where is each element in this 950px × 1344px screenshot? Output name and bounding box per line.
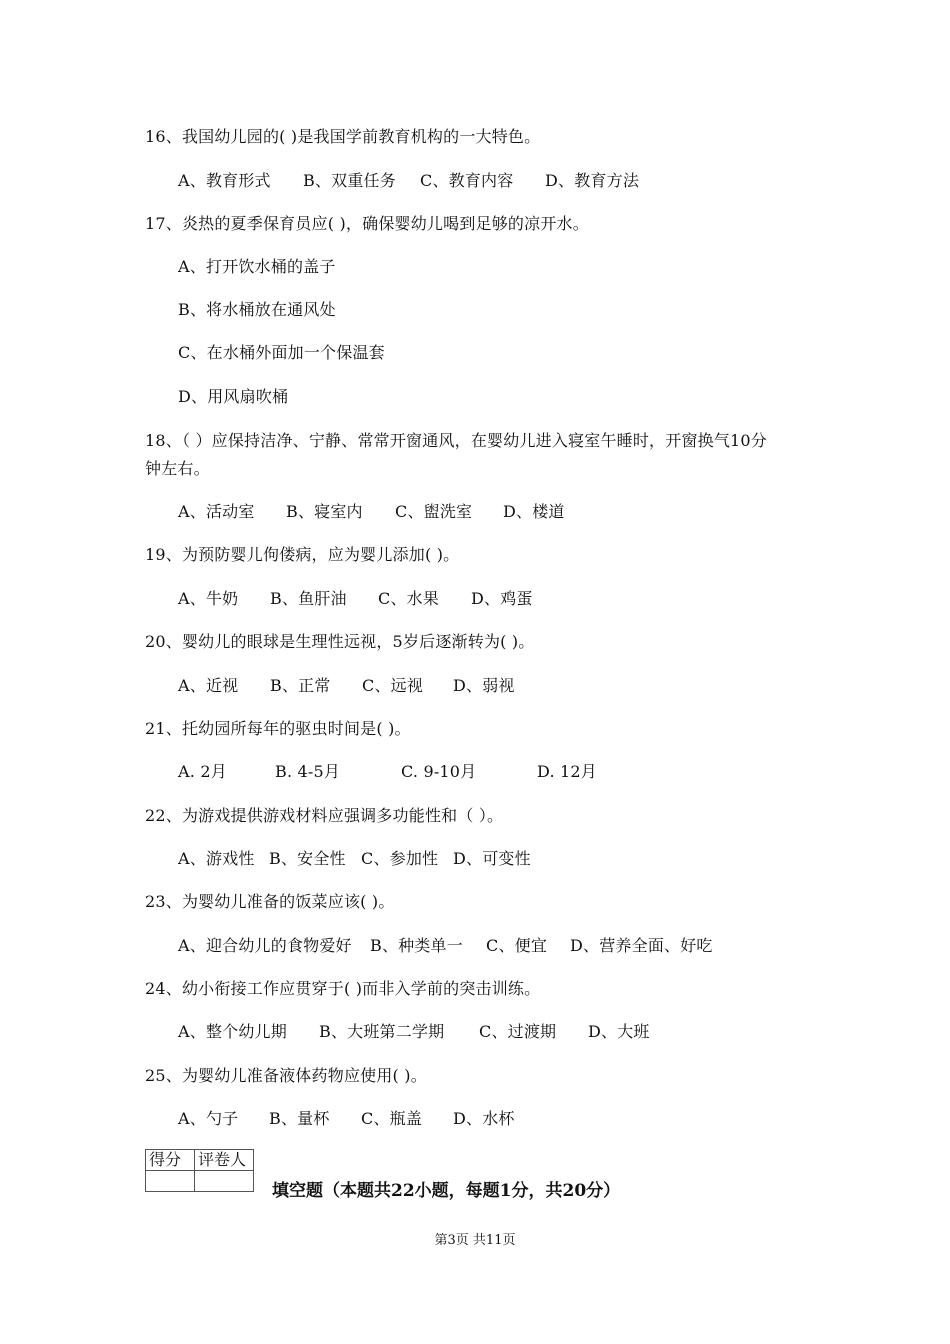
question-22-options [178, 849, 531, 869]
option: A、牛奶 [178, 589, 239, 608]
option: B、鱼肝油 [270, 589, 347, 608]
option: B、量杯 [269, 1109, 330, 1128]
question-25-options [178, 1109, 515, 1129]
option: D、水杯 [453, 1109, 515, 1128]
option: B、种类单一 [370, 936, 463, 955]
option: A、活动室 [178, 502, 255, 521]
option: A. 2月 [178, 762, 227, 781]
section-title: 填空题（本题共22小题，每题1分，共20分） [272, 1181, 621, 1201]
option: A、打开饮水桶的盖子 [178, 257, 336, 276]
option: B、寝室内 [286, 502, 363, 521]
question-21-options [178, 762, 597, 782]
option: C、水果 [378, 589, 440, 608]
option: B、安全性 [269, 849, 346, 868]
option: C、盥洗室 [395, 502, 473, 521]
option: B、将水桶放在通风处 [178, 300, 336, 319]
option: B. 4-5月 [275, 762, 341, 781]
option: C、参加性 [361, 849, 439, 868]
option: D、弱视 [453, 676, 515, 695]
option: A、游戏性 [178, 849, 255, 868]
question-23-stem: 23、为婴幼儿准备的饭菜应该( )。 [145, 892, 395, 911]
option: B、正常 [270, 676, 331, 695]
option: D、营养全面、好吃 [570, 936, 713, 955]
question-18-stem: 18、（ ）应保持洁净、宁静、常常开窗通风，在婴幼儿进入寝室午睡时，开窗换气10分 [145, 431, 768, 450]
score-cell [146, 1171, 195, 1192]
question-19-stem: 19、为预防婴儿佝偻病，应为婴儿添加( )。 [145, 545, 460, 564]
option: D、可变性 [453, 849, 531, 868]
option: D、用风扇吹桶 [178, 387, 289, 406]
option: D. 12月 [537, 762, 597, 781]
option: A、教育形式 [178, 171, 271, 190]
option: D、大班 [588, 1022, 650, 1041]
question-19-options [178, 589, 533, 609]
question-16-stem: 16、我国幼儿园的( )是我国学前教育机构的一大特色。 [145, 127, 541, 146]
question-20-stem: 20、婴幼儿的眼球是生理性远视，5岁后逐渐转为( )。 [145, 632, 535, 651]
option: D、鸡蛋 [471, 589, 533, 608]
question-22-stem: 22、为游戏提供游戏材料应强调多功能性和（ ）。 [145, 806, 504, 825]
grader-cell [195, 1171, 254, 1192]
option: D、楼道 [503, 502, 565, 521]
question-20-options [178, 676, 515, 696]
question-24-stem: 24、幼小衔接工作应贯穿于( )而非入学前的突击训练。 [145, 979, 541, 998]
question-23-options [178, 936, 713, 956]
option: B、大班第二学期 [319, 1022, 445, 1041]
grader-label: 评卷人 [195, 1150, 254, 1171]
option: A、勺子 [178, 1109, 239, 1128]
option: C、过渡期 [479, 1022, 557, 1041]
question-24-options [178, 1022, 650, 1042]
question-17-stem: 17、炎热的夏季保育员应( )，确保婴幼儿喝到足够的凉开水。 [145, 214, 589, 233]
question-18-stem-cont: 钟左右。 [145, 459, 210, 478]
question-16-options [178, 171, 639, 191]
question-21-stem: 21、托幼园所每年的驱虫时间是( )。 [145, 719, 411, 738]
option: B、双重任务 [303, 171, 396, 190]
page-footer: 第3页 共11页 [434, 1233, 516, 1248]
option: C、便宜 [486, 936, 548, 955]
option: C、教育内容 [420, 171, 514, 190]
option: A、迎合幼儿的食物爱好 [178, 936, 352, 955]
score-box [145, 1149, 254, 1192]
option: C、在水桶外面加一个保温套 [178, 343, 385, 362]
question-25-stem: 25、为婴幼儿准备液体药物应使用( )。 [145, 1066, 427, 1085]
option: A、近视 [178, 676, 239, 695]
option: D、教育方法 [545, 171, 640, 190]
score-label: 得分 [146, 1150, 195, 1171]
option: C、瓶盖 [361, 1109, 423, 1128]
question-18-options [178, 502, 565, 522]
option: C、远视 [362, 676, 424, 695]
option: A、整个幼儿期 [178, 1022, 287, 1041]
option: C. 9-10月 [401, 762, 477, 781]
